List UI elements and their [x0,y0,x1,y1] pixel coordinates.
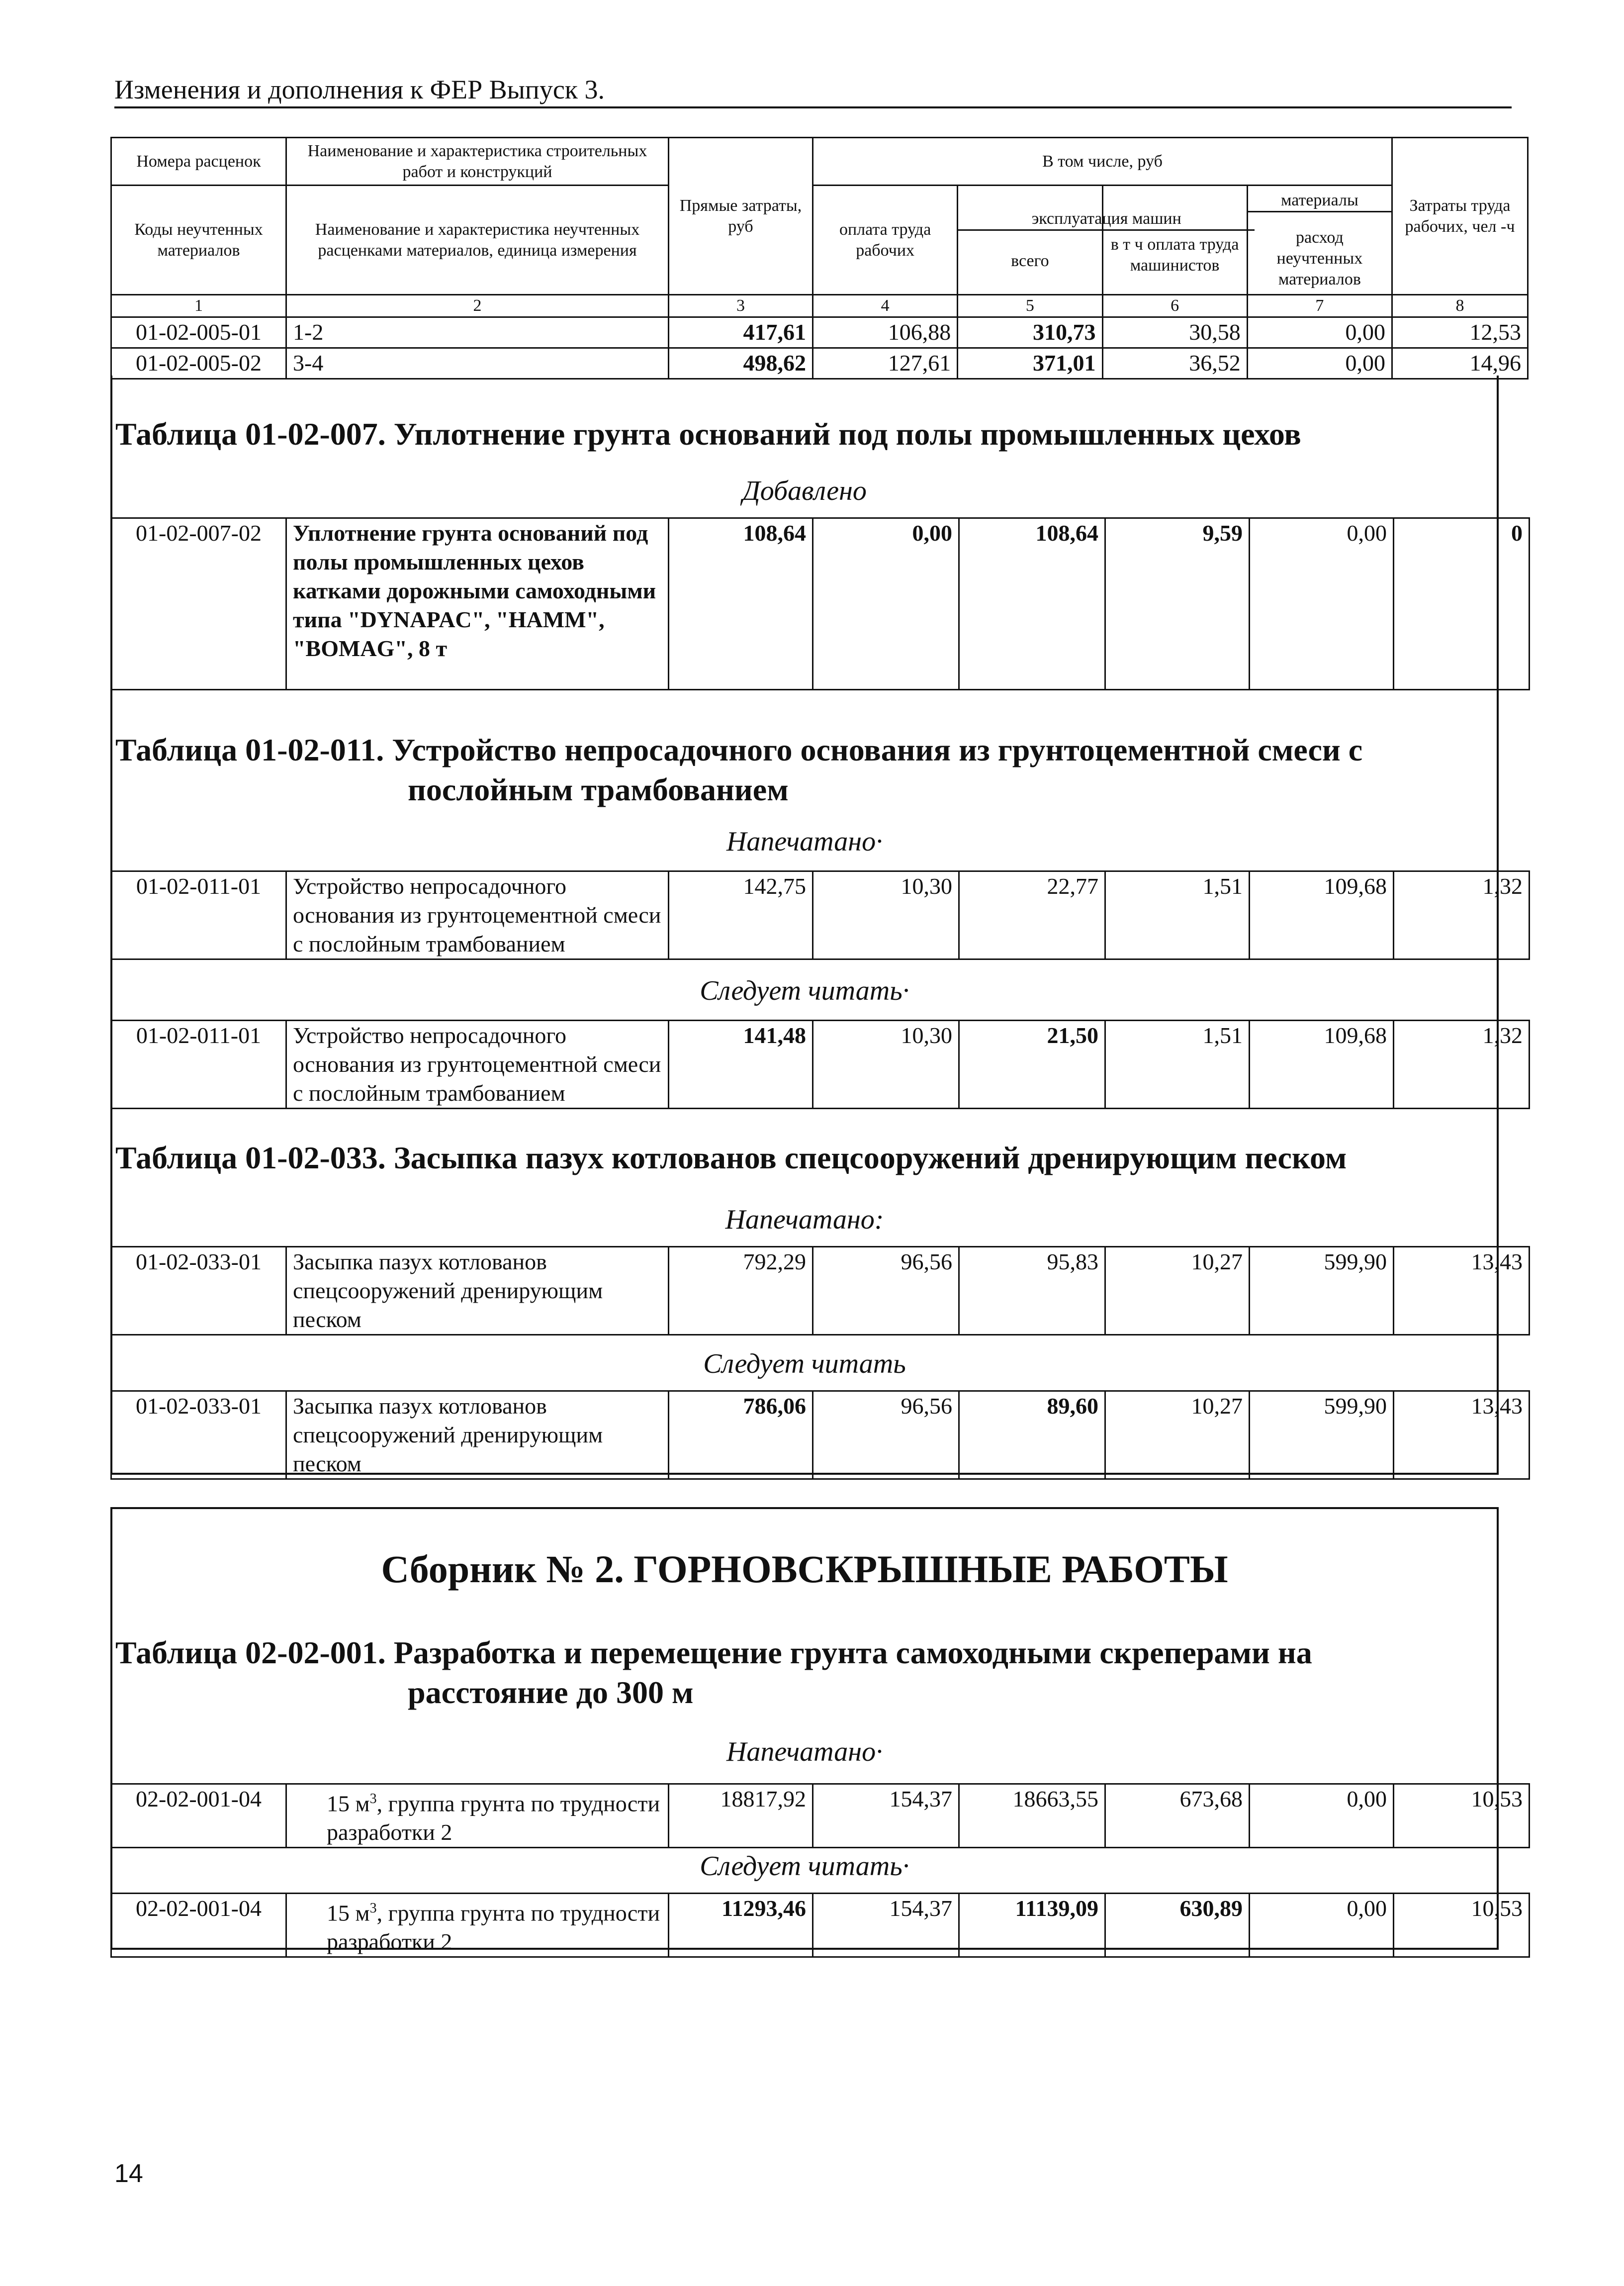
table-011-printed [110,870,1530,960]
table-033-title: Таблица 01-02-033. Засыпка пазух котлованов спецсооружений дренирующим песком [115,1140,1347,1175]
cell: 792,29 [669,1247,813,1335]
row-name: Устройство непросадочного основания из грунтоцементной смеси с послойным трамбованием [286,1021,669,1109]
row-name: 3-4 [286,348,669,379]
cell: 36,52 [1102,348,1247,379]
column-header-table [110,137,1529,380]
table-007 [110,517,1530,690]
cell: 10,53 [1394,1784,1530,1848]
colnum: 2 [286,295,669,317]
cell: 0,00 [813,518,959,690]
hdr-material-codes: Коды неучтенных материалов [111,186,286,295]
label-should-read: Следует читать· [700,975,909,1006]
cell: 22,77 [959,871,1105,959]
hdr-machines-all: всего [1011,252,1049,270]
cell: 1,32 [1394,871,1530,959]
cell: 371,01 [958,348,1102,379]
hdr-direct-costs: Прямые затраты, руб [669,138,813,295]
cell: 1,51 [1105,1021,1250,1109]
cell: 14,96 [1392,348,1528,379]
cell: 9,59 [1105,518,1250,690]
cell: 0,00 [1250,1784,1394,1848]
cell: 0 [1394,518,1530,690]
cell: 10,53 [1394,1894,1530,1957]
cell: 127,61 [813,348,958,379]
hdr-materials-label: материалы [1248,190,1391,212]
cell: 96,56 [813,1247,959,1335]
cell: 1,51 [1105,871,1250,959]
cell: 30,58 [1102,317,1247,348]
label-should-read: Следует читать· [700,1851,909,1882]
table-007-title: Таблица 01-02-007. Уплотнение грунта оснований под полы промышленных цехов [115,416,1301,452]
cell: 12,53 [1392,317,1528,348]
hdr-material-names: Наименование и характеристика неучтенных расценками материалов, единица измерения [286,186,669,295]
row-name: Засыпка пазух котлованов спецсооружений дренирующим песком [286,1247,669,1335]
cell: 13,43 [1394,1247,1530,1335]
row-code: 01-02-005-02 [111,348,286,379]
name-part: , группа грунта по трудности разработки 2 [327,1791,660,1845]
colnum: 4 [813,295,958,317]
hdr-materials-consumption: расход неучтенных материалов [1276,228,1363,288]
cell: 18817,92 [669,1784,813,1848]
cell: 599,90 [1250,1247,1394,1335]
table-row [111,1021,1530,1109]
cell: 417,61 [669,317,813,348]
hdr-name: Наименование и характеристика строительных работ и конструкций [286,138,669,186]
label-added: Добавлено [742,476,867,506]
cell: 498,62 [669,348,813,379]
cell: 599,90 [1250,1391,1394,1479]
cell: 108,64 [669,518,813,690]
table-row [111,518,1530,690]
cell: 89,60 [959,1391,1105,1479]
cell: 154,37 [813,1784,959,1848]
cell: 11139,09 [959,1894,1105,1957]
page-header: Изменения и дополнения к ФЕР Выпуск 3. [114,75,1512,108]
hdr-incl: В том числе, руб [813,138,1392,186]
cell: 11293,46 [669,1894,813,1957]
row-name: Засыпка пазух котлованов спецсооружений дренирующим песком [286,1391,669,1479]
label-should-read: Следует читать [703,1348,906,1379]
hdr-machinist-wages-text: в т ч оплата труда машинистов [1110,235,1239,275]
cell: 10,30 [813,871,959,959]
hdr-machines: эксплуатация машин [958,208,1255,231]
colnum: 7 [1247,295,1392,317]
table-row [111,317,1528,348]
cell: 96,56 [813,1391,959,1479]
hdr-materials [1247,186,1392,295]
name-part: 15 м [327,1791,370,1816]
cell: 0,00 [1247,317,1392,348]
hdr-codes: Номера расценок [111,138,286,186]
table-row [111,1894,1530,1957]
colnum: 1 [111,295,286,317]
table-row [111,1247,1530,1335]
cell: 0,00 [1250,1894,1394,1957]
cell: 10,30 [813,1021,959,1109]
name-sup: 3 [369,1791,377,1807]
table-row [111,871,1530,959]
cell: 0,00 [1247,348,1392,379]
name-part: 15 м [327,1900,370,1926]
table-row [111,1784,1530,1848]
hdr-machinist-wages [1102,186,1247,295]
label-printed: Напечатано· [726,826,883,857]
sbornik-title: Сборник № 2. ГОРНОВСКРЫШНЫЕ РАБОТЫ [381,1547,1228,1591]
cell: 630,89 [1105,1894,1250,1957]
row-name: Устройство непросадочного основания из грунтоцементной смеси с послойным трамбованием [286,871,669,959]
cell: 786,06 [669,1391,813,1479]
cell: 21,50 [959,1021,1105,1109]
table-201-title: Таблица 02-02-001. Разработка и перемещение грунта самоходными скреперами на [115,1635,1312,1670]
row-name [286,1784,669,1848]
row-code: 01-02-033-01 [111,1391,286,1479]
table-201-title-line2: расстояние до 300 м [408,1675,694,1710]
colnum: 6 [1102,295,1247,317]
cell: 10,27 [1105,1247,1250,1335]
row-code: 02-02-001-04 [111,1784,286,1848]
table-201-corrected [110,1893,1530,1958]
cell: 0,00 [1250,518,1394,690]
cell: 95,83 [959,1247,1105,1335]
cell: 10,27 [1105,1391,1250,1479]
table-011-title: Таблица 01-02-011. Устройство непросадочного основания из грунтоцементной смеси с [115,732,1363,767]
table-011-title-line2: послойным трамбованием [408,772,789,807]
table-201-printed [110,1783,1530,1848]
row-name [286,1894,669,1957]
row-code: 01-02-007-02 [111,518,286,690]
table-033-printed [110,1246,1530,1335]
row-code: 01-02-033-01 [111,1247,286,1335]
colnum: 8 [1392,295,1528,317]
cell: 109,68 [1250,871,1394,959]
row-name: 1-2 [286,317,669,348]
cell: 109,68 [1250,1021,1394,1109]
cell: 673,68 [1105,1784,1250,1848]
name-part: , группа грунта по трудности разработки 2 [327,1900,660,1955]
row-code: 02-02-001-04 [111,1894,286,1957]
row-code: 01-02-005-01 [111,317,286,348]
table-033-corrected [110,1390,1530,1480]
cell: 13,43 [1394,1391,1530,1479]
cell: 141,48 [669,1021,813,1109]
cell: 106,88 [813,317,958,348]
page-number: 14 [114,2159,143,2188]
row-code: 01-02-011-01 [111,871,286,959]
hdr-wages: оплата труда рабочих [813,186,958,295]
table-row [111,1391,1530,1479]
label-printed: Напечатано· [726,1736,883,1767]
cell: 310,73 [958,317,1102,348]
name-sup: 3 [369,1901,377,1916]
cell: 18663,55 [959,1784,1105,1848]
cell: 1,32 [1394,1021,1530,1109]
colnum: 3 [669,295,813,317]
hdr-labor: Затраты труда рабочих, чел -ч [1392,138,1528,295]
table-row [111,348,1528,379]
row-name: Уплотнение грунта оснований под полы промышленных цехов катками дорожными самоходными типа "DYNAPAC", "HAMM", "BOMAG", 8 т [286,518,669,690]
cell: 154,37 [813,1894,959,1957]
table-011-corrected [110,1020,1530,1109]
column-number-row [111,295,1528,317]
cell: 108,64 [959,518,1105,690]
colnum: 5 [958,295,1102,317]
cell: 142,75 [669,871,813,959]
row-code: 01-02-011-01 [111,1021,286,1109]
label-printed: Напечатано: [725,1204,884,1235]
